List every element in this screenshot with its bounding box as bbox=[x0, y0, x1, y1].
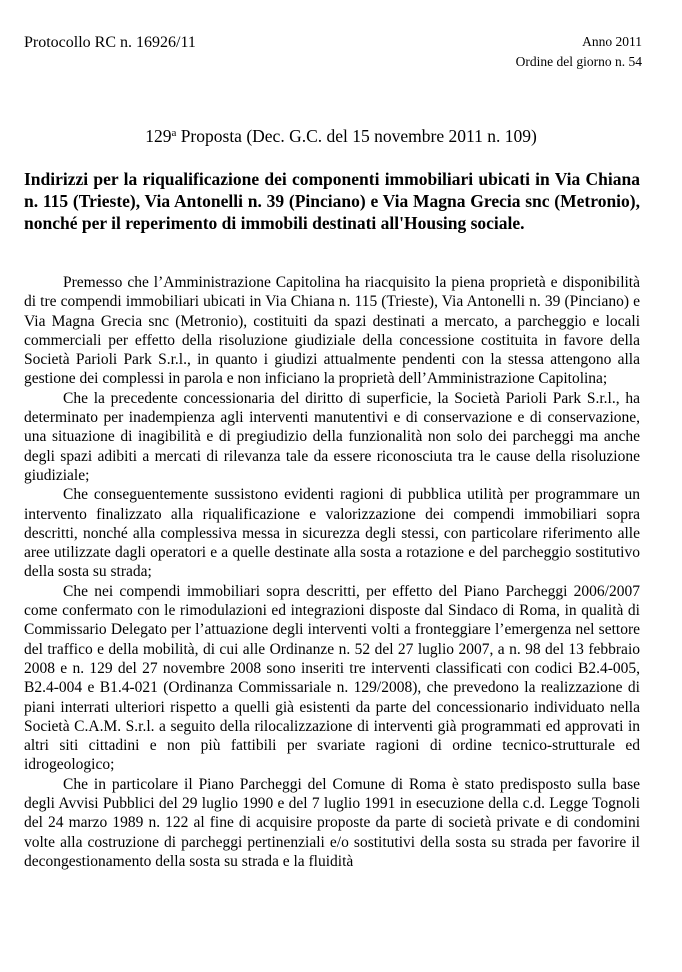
proposal-ordinal: a bbox=[171, 127, 177, 139]
year-label: Anno 2011 bbox=[582, 34, 642, 49]
agenda-number: Ordine del giorno n. 54 bbox=[515, 54, 642, 69]
paragraph: Che nei compendi immobiliari sopra descritti, per effetto del Piano Parcheggi 2006/2007 come confermato con le rimodulazioni ed integrazioni disposte dal Sindaco di Roma, in qualità di Commissario Delegato per l’attuazione degli interventi volti a fronteggiare l’emergenza nel settore del traffico e della mobilità, di cui alle Ordinanze n. 52 del 27 luglio 2007, a n. 98 del 13 febbraio 2008 e n. 129 del 27 novembre 2008 sono inseriti tre interventi classificati con codici B2.4-005, B2.4-004 e B1.4-021 (Ordinanza Commissariale n. 129/2008), che prevedono la realizzazione di piani interrati ulteriori rispetto a quelli già esistenti da parte del concessionario individuato nella Società C.A.M. S.r.l. a seguito della rilocalizzazione di interventi già programmati ed approvati in altri siti cittadini e non più fattibili per svariate ragioni di ordine tecnico-strutturale ed idrogeologico; bbox=[24, 582, 640, 774]
paragraph: Che conseguentemente sussistono evidenti ragioni di pubblica utilità per programmare un intervento finalizzato alla riqualificazione e valorizzazione dei compendi immobiliari sopra descritti, nonché alla complessiva messa in sicurezza degli stessi, con particolare riferimento alle aree utilizzate dagli operatori e a quelle destinate alla sosta a rotazione e del parcheggio sostitutivo della sosta su strada; bbox=[24, 486, 640, 581]
document-body bbox=[24, 273, 640, 871]
paragraph: Che in particolare il Piano Parcheggi del Comune di Roma è stato predisposto sulla base degli Avvisi Pubblici del 29 luglio 1990 e del 7 luglio 1991 in esecuzione della c.d. Legge Tognoli del 24 marzo 1989 n. 122 al fine di acquisire proposte da parte di società private e di condomini volte alla costruzione di parcheggi pertinenziali e/o sostitutivi della sosta su strada per favorire il decongestionamento della sosta su strada e la fluidità bbox=[24, 775, 640, 870]
header-right bbox=[516, 32, 642, 72]
proposal-text: Proposta (Dec. G.C. del 15 novembre 2011 n. 109) bbox=[176, 126, 537, 146]
paragraph: Premesso che l’Amministrazione Capitolina ha riacquisito la piena proprietà e disponibilità di tre compendi immobiliari ubicati in Via Chiana n. 115 (Trieste), Via Antonelli n. 39 (Pinciano) e Via Magna Grecia snc (Metronio), costituiti da spazi destinati a mercato, a parcheggio e locali commerciali per effetto della risoluzione giudiziale della concessione costituita in favore della Società Parioli Park S.r.l., in quanto i giudizi attualmente pendenti con la stessa attengono alla gestione dei complessi in parola e non inficiano la proprietà dell’Amministrazione Capitolina; bbox=[24, 274, 640, 388]
document-title: Indirizzi per la riqualificazione dei componenti immobiliari ubicati in Via Chiana n. 115 (Trieste), Via Antonelli n. 39 (Pinciano) e Via Magna Grecia snc (Metronio), nonché per il reperimento di immobili destinati all'Housing sociale. bbox=[24, 169, 640, 233]
paragraph: Che la precedente concessionaria del diritto di superficie, la Società Parioli Park S.r.l., ha determinato per inadempienza agli interventi manutentivi e di conservazione e di conservazione, una situazione di inagibilità e di pregiudizio della funzionalità non solo dei parcheggi ma anche degli spazi adibiti a mercati di rilevanza tale da essere riconosciuta tra le cause della risoluzione giudiziale; bbox=[24, 389, 640, 484]
protocol-number: Protocollo RC n. 16926/11 bbox=[24, 34, 196, 51]
proposal-heading bbox=[0, 126, 682, 146]
proposal-number: 129 bbox=[145, 126, 172, 146]
